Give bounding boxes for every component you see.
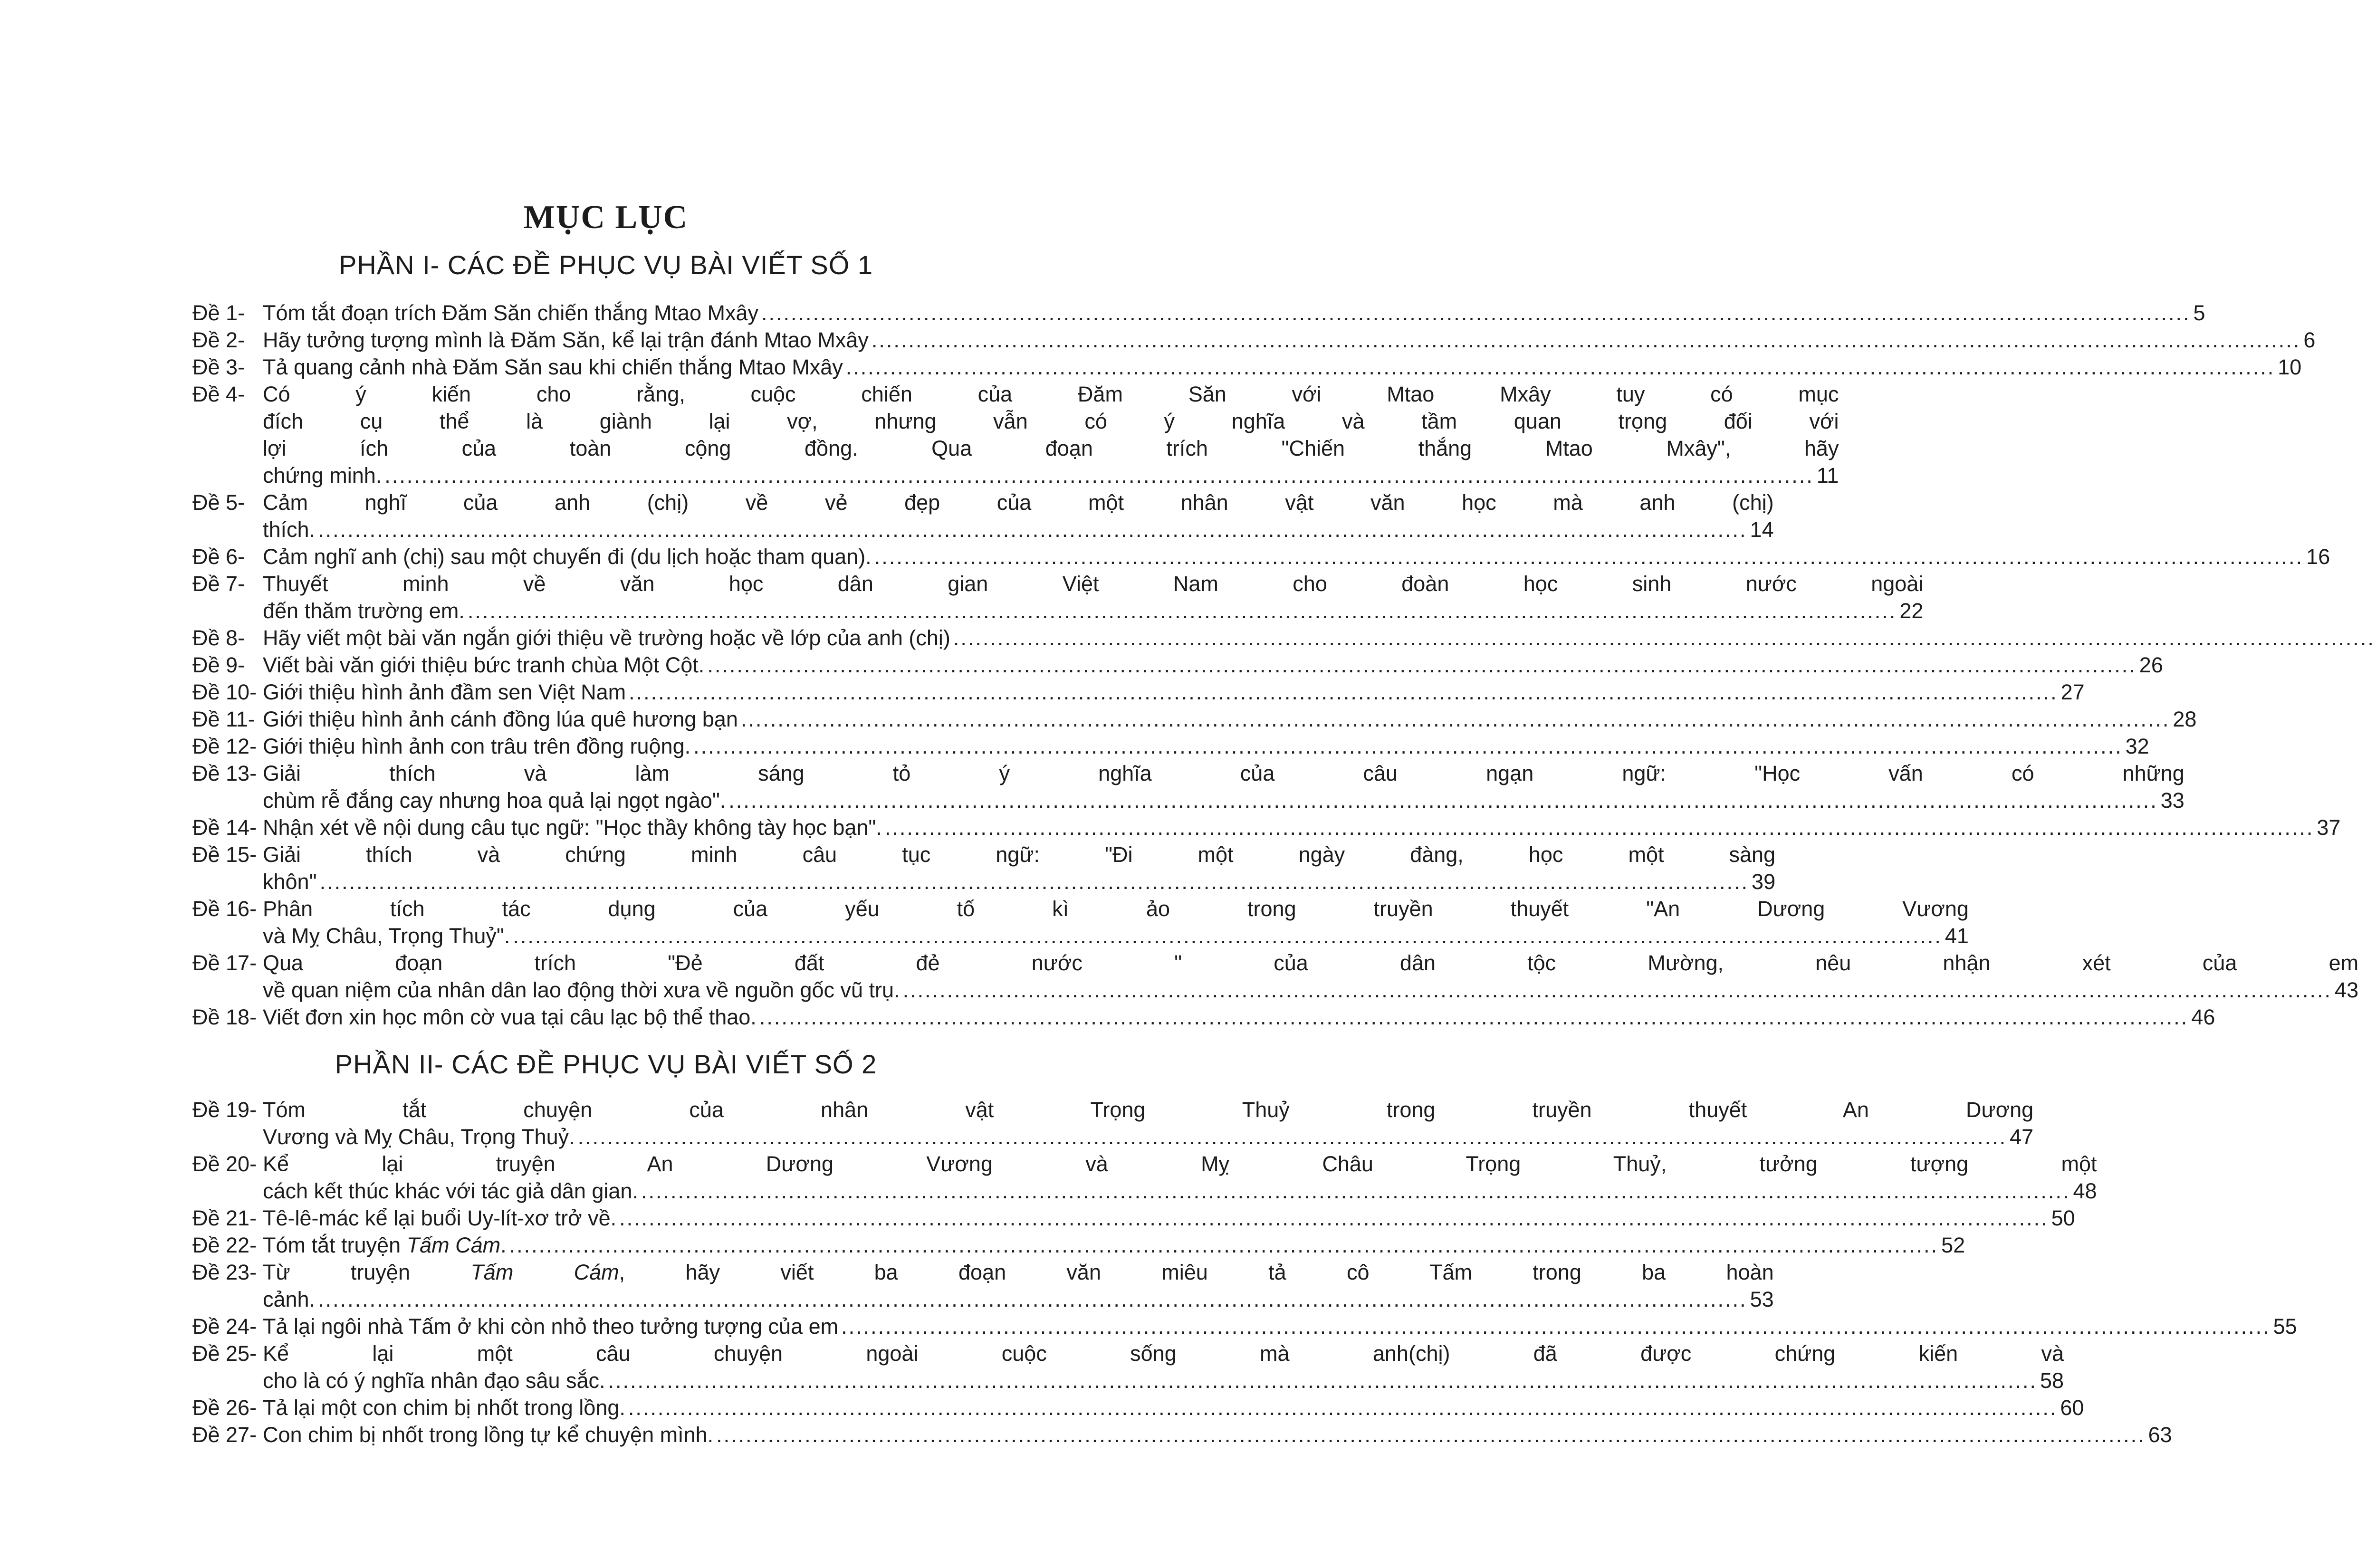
toc-entry-body bbox=[263, 354, 2301, 381]
toc-entry-line bbox=[263, 1004, 2215, 1031]
dot-leader bbox=[468, 597, 1897, 624]
dot-leader bbox=[619, 1205, 2048, 1232]
toc-page-number: 46 bbox=[2191, 1005, 2215, 1029]
toc-entry bbox=[192, 1004, 2215, 1031]
toc-entry bbox=[192, 1205, 2075, 1232]
toc-entry-body bbox=[263, 1150, 2097, 1205]
toc-entry-line bbox=[263, 1394, 2084, 1421]
toc-entry-body bbox=[263, 299, 2205, 326]
toc-list-part-2 bbox=[192, 1096, 2297, 1448]
dot-leader bbox=[509, 1232, 1938, 1259]
toc-entry bbox=[192, 651, 2163, 679]
toc-entry-text bbox=[263, 1004, 757, 1031]
toc-entry-text-part: Tóm tắt truyện bbox=[263, 1233, 407, 1257]
toc-page-number: 6 bbox=[2303, 328, 2316, 352]
toc-entry-text bbox=[263, 381, 1839, 408]
toc-entry-number: Đề 26- bbox=[192, 1396, 257, 1420]
toc-entry-italic-title: Tấm Cám bbox=[406, 1233, 501, 1257]
dot-leader bbox=[741, 706, 2170, 733]
toc-entry-text-part: Có ý kiến cho rằng, cuộc chiến của Đăm Săn với Mtao Mxây tuy có mục bbox=[263, 382, 1839, 406]
toc-entry-text-part: Giải thích và làm sáng tỏ ý nghĩa của câu ngạn ngữ: "Học vấn có những bbox=[263, 761, 2184, 785]
toc-entry-line bbox=[263, 949, 2358, 976]
toc-entry-number: Đề 27- bbox=[192, 1423, 257, 1447]
toc-entry bbox=[192, 1394, 2084, 1421]
toc-entry-number: Đề 15- bbox=[192, 842, 257, 867]
toc-page-number: 55 bbox=[2273, 1314, 2297, 1339]
toc-page-number: 43 bbox=[2335, 978, 2359, 1002]
toc-entry bbox=[192, 1096, 2034, 1150]
toc-page-number: 47 bbox=[2010, 1125, 2034, 1149]
toc-entry-line bbox=[263, 1340, 2064, 1367]
toc-page-number: 14 bbox=[1750, 517, 1774, 542]
toc-entry-line bbox=[263, 814, 2340, 841]
toc-entry bbox=[192, 814, 2341, 841]
toc-entry-line bbox=[263, 706, 2196, 733]
toc-entry-text bbox=[263, 760, 2184, 787]
toc-entry-body bbox=[263, 570, 1923, 624]
toc-entry-body bbox=[263, 624, 2376, 651]
toc-entry bbox=[192, 543, 2330, 570]
toc-entry bbox=[192, 299, 2205, 326]
toc-entry bbox=[192, 381, 1839, 489]
toc-entry-line bbox=[263, 976, 2358, 1004]
toc-entry-line bbox=[263, 543, 2330, 570]
toc-entry bbox=[192, 895, 1969, 949]
toc-entry-body bbox=[263, 381, 1839, 489]
toc-page-number: 37 bbox=[2317, 815, 2341, 840]
toc-entry-text bbox=[263, 1313, 838, 1340]
toc-entry-text bbox=[263, 570, 1923, 597]
toc-entry-number: Đề 14- bbox=[192, 815, 257, 840]
toc-page-number: 16 bbox=[2306, 545, 2330, 569]
toc-entry-text-part: khôn" bbox=[263, 870, 317, 894]
toc-entry bbox=[192, 570, 1924, 624]
toc-entry-text bbox=[263, 299, 758, 326]
toc-entry-italic-title: Tấm Cám bbox=[470, 1260, 619, 1284]
toc-entry-text-part: cảnh. bbox=[263, 1287, 316, 1311]
toc-entry bbox=[192, 706, 2197, 733]
toc-entry-line bbox=[263, 299, 2205, 326]
toc-entry-text bbox=[263, 543, 872, 570]
toc-page-number: 11 bbox=[1816, 463, 1839, 488]
toc-entry-text-part: cho là có ý nghĩa nhân đạo sâu sắc. bbox=[263, 1368, 605, 1393]
toc-entry-line bbox=[263, 462, 1839, 489]
toc-entry-line bbox=[263, 1232, 1965, 1259]
toc-entry-line bbox=[263, 1123, 2033, 1150]
toc-entry-number: Đề 21- bbox=[192, 1206, 257, 1230]
dot-leader bbox=[320, 868, 1749, 895]
toc-entry-number: Đề 11- bbox=[192, 707, 255, 731]
toc-entry-body bbox=[263, 814, 2340, 841]
toc-entry-line bbox=[263, 408, 1839, 435]
toc-entry-text bbox=[263, 624, 950, 651]
toc-entry-number: Đề 19- bbox=[192, 1098, 257, 1122]
toc-entry bbox=[192, 841, 1776, 895]
toc-entry-text bbox=[263, 1394, 625, 1421]
toc-page-number: 53 bbox=[1750, 1287, 1774, 1311]
toc-entry-line bbox=[263, 787, 2184, 814]
toc-entry-text-part: Tê-lê-mác kể lại buổi Uy-lít-xơ trở về. bbox=[263, 1206, 617, 1230]
toc-page-number: 58 bbox=[2040, 1368, 2064, 1393]
toc-entry-text-part: Hãy tưởng tượng mình là Đăm Săn, kể lại trận đánh Mtao Mxây bbox=[263, 328, 869, 352]
toc-entry-text-part: Phân tích tác dụng của yếu tố kì ảo trong truyền thuyết "An Dương Vương bbox=[263, 897, 1969, 921]
toc-entry-body bbox=[263, 1313, 2297, 1340]
toc-entry-text bbox=[263, 922, 510, 949]
toc-entry-line bbox=[263, 841, 1775, 868]
toc-entry-number: Đề 6- bbox=[192, 545, 245, 569]
toc-entry-text bbox=[263, 462, 382, 489]
toc-page-number: 63 bbox=[2148, 1423, 2172, 1447]
toc-entry-text-part: Viết đơn xin học môn cờ vua tại câu lạc bộ thể thao. bbox=[263, 1005, 757, 1029]
toc-entry-text bbox=[263, 354, 843, 381]
toc-entry-line bbox=[263, 895, 1969, 922]
toc-entry-body bbox=[263, 1259, 1774, 1313]
toc-entry-text-part: Giới thiệu hình ảnh đầm sen Việt Nam bbox=[263, 680, 626, 704]
toc-entry-line bbox=[263, 516, 1774, 543]
toc-entry-text-part: Giới thiệu hình ảnh cánh đồng lúa quê hương bạn bbox=[263, 707, 738, 731]
toc-entry-line bbox=[263, 679, 2085, 706]
toc-entry-text-part: đến thăm trường em. bbox=[263, 599, 465, 623]
toc-entry-text-part: , hãy viết ba đoạn văn miêu tả cô Tấm trong ba hoàn bbox=[619, 1260, 1774, 1284]
toc-entry-body bbox=[263, 543, 2330, 570]
toc-entry-text bbox=[263, 1205, 616, 1232]
toc-entry-line bbox=[263, 570, 1923, 597]
toc-entry-text bbox=[263, 489, 1774, 516]
toc-entry-text-part: Tả quang cảnh nhà Đăm Săn sau khi chiến thắng Mtao Mxây bbox=[263, 355, 843, 379]
toc-entry-text-part: Qua đoạn trích "Đẻ đất đẻ nước " của dân tộc Mường, nêu nhận xét của em bbox=[263, 951, 2359, 975]
toc-entry-text-part: Viết bài văn giới thiệu bức tranh chùa Một Cột. bbox=[263, 653, 705, 677]
toc-entry-line bbox=[263, 354, 2301, 381]
toc-entry-text bbox=[263, 435, 1839, 462]
toc-entry-line bbox=[263, 868, 1775, 895]
toc-entry bbox=[192, 354, 2302, 381]
dot-leader bbox=[707, 651, 2136, 679]
toc-entry bbox=[192, 1259, 1774, 1313]
toc-entry bbox=[192, 1340, 2064, 1394]
toc-entry-number: Đề 17- bbox=[192, 951, 257, 975]
toc-page-number: 33 bbox=[2160, 788, 2184, 813]
toc-entry bbox=[192, 679, 2085, 706]
toc-entry-text bbox=[263, 1123, 575, 1150]
toc-entry-body bbox=[263, 1421, 2172, 1448]
toc-entry-text-part: Giải thích và chứng minh câu tục ngữ: "Đi một ngày đàng, học một sàng bbox=[263, 842, 1776, 867]
toc-entry-text bbox=[263, 733, 690, 760]
toc-entry-text bbox=[263, 326, 869, 354]
toc-entry-number: Đề 22- bbox=[192, 1233, 257, 1257]
toc-entry-number: Đề 18- bbox=[192, 1005, 257, 1029]
toc-entry-text-part: Từ truyện bbox=[263, 1260, 471, 1284]
toc-entry-number: Đề 8- bbox=[192, 626, 245, 650]
toc-entry-body bbox=[263, 1394, 2084, 1421]
toc-entry-number: Đề 23- bbox=[192, 1260, 257, 1284]
toc-entry-line bbox=[263, 1150, 2097, 1177]
toc-entry-body bbox=[263, 733, 2149, 760]
toc-entry-number: Đề 3- bbox=[192, 355, 245, 379]
section-heading-1: PHẦN I- CÁC ĐỀ PHỤC VỤ BÀI VIẾT SỐ 1 bbox=[338, 250, 873, 280]
toc-entry-text bbox=[263, 949, 2358, 976]
toc-entry-text-part: Con chim bị nhốt trong lồng tự kể chuyện mình. bbox=[263, 1423, 714, 1447]
toc-entry-number: Đề 16- bbox=[192, 897, 257, 921]
toc-entry-body bbox=[263, 706, 2196, 733]
dot-leader bbox=[628, 1394, 2057, 1421]
toc-entry-text bbox=[263, 1421, 713, 1448]
toc-entry-body bbox=[263, 895, 1969, 949]
toc-entry-text-part: và Mỵ Châu, Trọng Thuỷ". bbox=[263, 924, 510, 948]
toc-entry-text bbox=[263, 841, 1775, 868]
toc-entry-text bbox=[263, 868, 317, 895]
toc-entry-number: Đề 25- bbox=[192, 1341, 257, 1366]
toc-page-number: 50 bbox=[2051, 1206, 2075, 1230]
dot-leader bbox=[641, 1177, 2070, 1205]
toc-page-number: 5 bbox=[2193, 301, 2205, 325]
toc-entry-text bbox=[263, 1150, 2097, 1177]
dot-leader bbox=[759, 1004, 2188, 1031]
toc-entry-text bbox=[263, 895, 1969, 922]
toc-entry-text bbox=[263, 814, 882, 841]
dot-leader bbox=[693, 733, 2122, 760]
toc-entry-number: Đề 5- bbox=[192, 490, 245, 515]
dot-leader bbox=[841, 1313, 2270, 1340]
toc-entry-text bbox=[263, 1286, 315, 1313]
toc-entry-line bbox=[263, 435, 1839, 462]
toc-entry-number: Đề 1- bbox=[192, 301, 245, 325]
toc-entry-body bbox=[263, 679, 2085, 706]
toc-entry-body bbox=[263, 326, 2315, 354]
toc-entry-number: Đề 10- bbox=[192, 680, 257, 704]
toc-entry-body bbox=[263, 1340, 2064, 1394]
toc-entry-text bbox=[263, 679, 626, 706]
toc-entry-text-part: Kể lại một câu chuyện ngoài cuộc sống mà anh(chị) đã được chứng kiến và bbox=[263, 1341, 2064, 1366]
toc-entry-text-part: Tả lại một con chim bị nhốt trong lồng. bbox=[263, 1396, 625, 1420]
toc-entry-line bbox=[263, 624, 2376, 651]
dot-leader bbox=[761, 299, 2190, 326]
toc-entry-body bbox=[263, 841, 1775, 895]
toc-page-number: 32 bbox=[2125, 734, 2149, 758]
toc-entry bbox=[192, 733, 2149, 760]
toc-page-number: 52 bbox=[1941, 1233, 1965, 1257]
toc-page-number: 27 bbox=[2060, 680, 2085, 704]
toc-entry-body bbox=[263, 1004, 2215, 1031]
dot-leader bbox=[384, 462, 1813, 489]
toc-entry-text-part: Tóm tắt đoạn trích Đăm Săn chiến thắng Mtao Mxây bbox=[263, 301, 758, 325]
toc-page-number: 22 bbox=[1899, 599, 1924, 623]
toc-entry-body bbox=[263, 1205, 2075, 1232]
toc-entry-text-part: Kể lại truyện An Dương Vương và Mỵ Châu Trọng Thuỷ, tưởng tượng một bbox=[263, 1152, 2097, 1176]
toc-entry-number: Đề 13- bbox=[192, 761, 257, 785]
dot-leader bbox=[903, 976, 2332, 1004]
toc-page-number: 41 bbox=[1945, 924, 1969, 948]
dot-leader bbox=[608, 1367, 2037, 1394]
toc-list-part-1 bbox=[192, 299, 2359, 1031]
toc-entry-line bbox=[263, 1313, 2297, 1340]
dot-leader bbox=[885, 814, 2314, 841]
toc-entry-text-part: đích cụ thể là giành lại vợ, nhưng vẫn có ý nghĩa và tầm quan trọng đối với bbox=[263, 409, 1839, 433]
toc-entry-text-part: Tóm tắt chuyện của nhân vật Trọng Thuỷ trong truyền thuyết An Dương bbox=[263, 1098, 2034, 1122]
toc-entry-number: Đề 12- bbox=[192, 734, 257, 758]
toc-entry-text-part: Tả lại ngôi nhà Tấm ở khi còn nhỏ theo tưởng tượng của em bbox=[263, 1314, 839, 1339]
toc-entry-line bbox=[263, 1177, 2097, 1205]
toc-entry-text bbox=[263, 1340, 2064, 1367]
toc-entry-body bbox=[263, 1096, 2033, 1150]
toc-entry bbox=[192, 1150, 2097, 1205]
toc-entry-number: Đề 24- bbox=[192, 1314, 257, 1339]
toc-entry-text bbox=[263, 787, 726, 814]
dot-leader bbox=[716, 1421, 2145, 1448]
toc-entry-text bbox=[263, 516, 315, 543]
toc-entry bbox=[192, 624, 1067, 651]
toc-page-number: 26 bbox=[2139, 653, 2163, 677]
toc-entry-line bbox=[263, 651, 2163, 679]
toc-entry bbox=[192, 1313, 2297, 1340]
toc-entry-text-part: Thuyết minh về văn học dân gian Việt Nam cho đoàn học sinh nước ngoài bbox=[263, 572, 1924, 596]
dot-leader bbox=[728, 787, 2157, 814]
toc-entry-number: Đề 2- bbox=[192, 328, 245, 352]
toc-entry-text-part: Cảm nghĩ của anh (chị) về vẻ đẹp của một nhân vật văn học mà anh (chị) bbox=[263, 490, 1774, 515]
toc-entry bbox=[192, 949, 2359, 1004]
toc-entry-text bbox=[263, 706, 738, 733]
dot-leader bbox=[318, 1286, 1747, 1313]
toc-entry bbox=[192, 326, 2316, 354]
toc-page-number: 10 bbox=[2278, 355, 2302, 379]
toc-entry-text-part: cách kết thúc khác với tác giả dân gian. bbox=[263, 1179, 638, 1203]
toc-entry-line bbox=[263, 326, 2315, 354]
toc-entry-text-part: thích. bbox=[263, 517, 316, 542]
dot-leader bbox=[629, 679, 2058, 706]
toc-entry bbox=[192, 1232, 1965, 1259]
toc-entry-text bbox=[263, 651, 704, 679]
toc-entry-text bbox=[263, 597, 465, 624]
toc-entry-text-part: . bbox=[500, 1233, 507, 1257]
toc-entry-line bbox=[263, 922, 1969, 949]
toc-entry-text bbox=[263, 1259, 1774, 1286]
toc-entry-body bbox=[263, 1232, 1965, 1259]
toc-entry-text bbox=[263, 976, 900, 1004]
toc-entry-text-part: chứng minh. bbox=[263, 463, 382, 488]
toc-entry-text bbox=[263, 1177, 638, 1205]
toc-entry bbox=[192, 1421, 2172, 1448]
dot-leader bbox=[513, 922, 1942, 949]
toc-page-number: 39 bbox=[1752, 870, 1776, 894]
toc-entry-line bbox=[263, 760, 2184, 787]
toc-entry-text bbox=[263, 1232, 507, 1259]
toc-entry-text-part: Vương và Mỵ Châu, Trọng Thuỷ. bbox=[263, 1125, 575, 1149]
toc-entry-line bbox=[263, 1421, 2172, 1448]
toc-entry-text-part: Giới thiệu hình ảnh con trâu trên đồng ruộng. bbox=[263, 734, 691, 758]
dot-leader bbox=[846, 354, 2275, 381]
toc-entry-text-part: Nhận xét về nội dung câu tục ngữ: "Học thầy không tày học bạn". bbox=[263, 815, 882, 840]
dot-leader bbox=[872, 326, 2300, 354]
toc-entry bbox=[192, 489, 1774, 543]
toc-entry-number: Đề 20- bbox=[192, 1152, 257, 1176]
toc-entry-body bbox=[263, 949, 2358, 1004]
page-title: MỤC LỤC bbox=[523, 199, 689, 236]
toc-page-number: 48 bbox=[2073, 1179, 2097, 1203]
dot-leader bbox=[953, 624, 2376, 651]
toc-entry-body bbox=[263, 760, 2184, 814]
toc-entry-text bbox=[263, 1367, 605, 1394]
toc-entry-line bbox=[263, 733, 2149, 760]
toc-page-number: 28 bbox=[2173, 707, 2197, 731]
toc-entry-line bbox=[263, 1205, 2075, 1232]
section-heading-2: PHẦN II- CÁC ĐỀ PHỤC VỤ BÀI VIẾT SỐ 2 bbox=[335, 1049, 877, 1079]
toc-entry-line bbox=[263, 381, 1839, 408]
dot-leader bbox=[318, 516, 1747, 543]
toc-entry-text-part: lợi ích của toàn cộng đồng. Qua đoạn trích "Chiến thắng Mtao Mxây", hãy bbox=[263, 436, 1839, 460]
toc-entry-line bbox=[263, 1259, 1774, 1286]
toc-entry-text-part: về quan niệm của nhân dân lao động thời xưa về nguồn gốc vũ trụ. bbox=[263, 978, 900, 1002]
toc-entry-text-part: Hãy viết một bài văn ngắn giới thiệu về trường hoặc về lớp của anh (chị) bbox=[263, 626, 950, 650]
toc-entry-text bbox=[263, 1096, 2033, 1123]
toc-entry-number: Đề 9- bbox=[192, 653, 245, 677]
toc-entry-line bbox=[263, 1367, 2064, 1394]
toc-page-number: 60 bbox=[2060, 1396, 2084, 1420]
toc-entry-text bbox=[263, 408, 1839, 435]
toc-entry-line bbox=[263, 1096, 2033, 1123]
toc-entry-text-part: chùm rễ đắng cay nhưng hoa quả lại ngọt ngào". bbox=[263, 788, 726, 813]
dot-leader bbox=[578, 1123, 2007, 1150]
toc-entry-number: Đề 4- bbox=[192, 382, 245, 406]
toc-entry bbox=[192, 760, 2184, 814]
toc-entry-line bbox=[263, 597, 1923, 624]
dot-leader bbox=[874, 543, 2303, 570]
toc-entry-number: Đề 7- bbox=[192, 572, 245, 596]
toc-entry-body bbox=[263, 489, 1774, 543]
toc-entry-body bbox=[263, 651, 2163, 679]
toc-entry-text-part: Cảm nghĩ anh (chị) sau một chuyến đi (du lịch hoặc tham quan). bbox=[263, 545, 872, 569]
toc-entry-line bbox=[263, 489, 1774, 516]
toc-entry-line bbox=[263, 1286, 1774, 1313]
